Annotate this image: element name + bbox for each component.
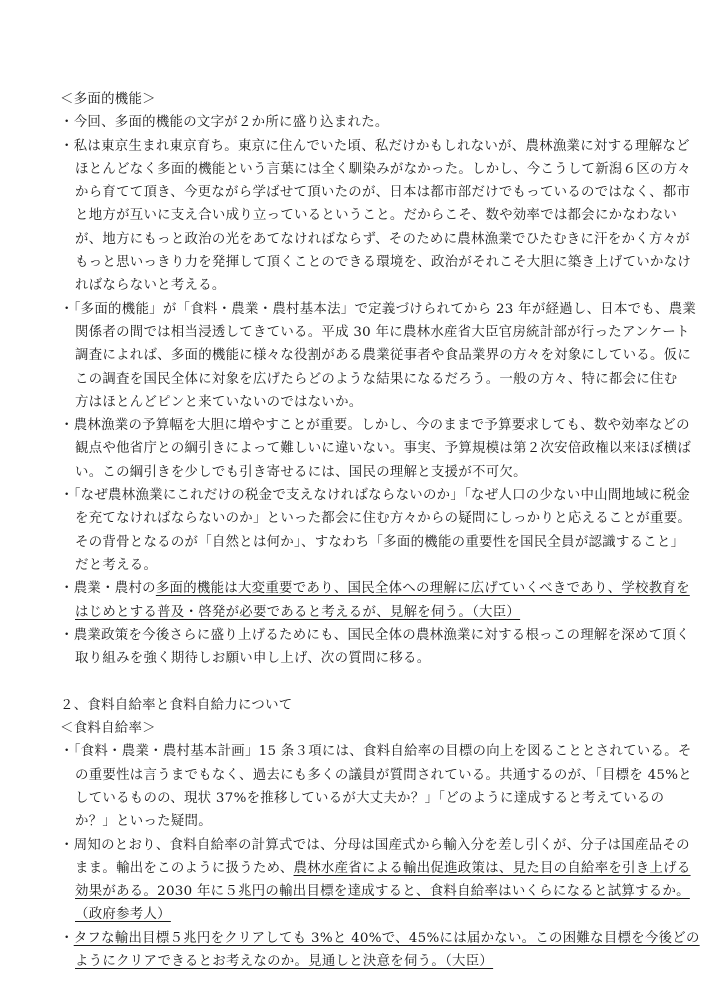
plain-text: まま。輸出をこのように扱うため、 (75, 860, 294, 876)
section-heading-food-self-sufficiency: ２、食料自給率と食料自給力について (60, 697, 293, 713)
plain-text: ・農業・農村の (60, 581, 156, 597)
paragraph-line: 関係者の間では相当浸透してきている。平成 30 年に農林水産省大臣官房統計部が行ったアンケート (75, 324, 690, 340)
paragraph-line: ほとんどなく多面的機能という言葉には全く馴染みがなかった。しかし、今こうして新潟６区の方々 (75, 161, 692, 177)
paragraph-line: しているものの、現状 37%を推移しているが大丈夫か？」「どのように達成すると考えているの (75, 790, 665, 806)
underlined-question-text: 農林水産省による輸出促進政策は、見た目の自給率を引き上げる (293, 860, 691, 876)
question-line (60, 857, 691, 880)
question-line (60, 601, 660, 624)
question-line (60, 577, 690, 600)
paragraph-line: 取り組みを強く期待しお願い申し上げ、次の質問に移る。 (75, 651, 431, 667)
paragraph-line: が、地方にもっと政治の光をあてなければならず、そのために農林漁業でひたむきに汗をかく方々が (75, 231, 691, 247)
blank-line (60, 670, 660, 693)
paragraph-line: 方はほとんどピンと来ていないのではないか。 (75, 394, 363, 410)
paragraph-line: だと考える。 (75, 557, 158, 573)
underlined-question-text: （政府参考人） (75, 907, 171, 923)
paragraph-line: 調査によれば、多面的機能に様々な役割がある農業従事者や食品業界の方々を対象にしている。仮に (75, 348, 692, 364)
question-line (60, 903, 660, 926)
paragraph-line: その背骨となるのが「自然とは何か」、すなわち「多面的機能の重要性を国民全員が認識すること」 (75, 534, 685, 550)
paragraph-line: か？」といった疑問。 (75, 814, 212, 830)
paragraph-line: この調査を国民全体に対象を広げたらどのような結果になるだろう。一般の方々、特に都会に住む (75, 371, 678, 387)
bullet-line: ・「なぜ農林漁業にこれだけの税金で支えなければならないのか」「なぜ人口の少ない中山間地域に税金 (60, 488, 691, 504)
question-line (60, 927, 700, 950)
subsection-heading-self-sufficiency-rate: ＜食料自給率＞ (60, 721, 156, 737)
underlined-question-text: タフな輸出目標５兆円をクリアしても 3%と 40%で、45%には届かない。この困難な目標を今後どの (73, 930, 700, 946)
bullet-line: ・「多面的機能」が「食料・農業・農村基本法」で定義づけられてから 23 年が経過し、日本でも、農業 (60, 301, 697, 317)
paragraph-line: の重要性は言うまでもなく、過去にも多くの議員が質問されている。共通するのが、「目標を 45%と (75, 767, 692, 783)
paragraph-line: 観点や他省庁との綱引きによって難しいに違いない。事実、予算規模は第２次安倍政権以来ほぼ横ば (75, 441, 692, 457)
bullet-line: ・周知のとおり、食料自給率の計算式では、分母は国産式から輸入分を差し引くが、分子は国産品その (60, 837, 690, 853)
underlined-question-text: はじめとする普及・啓発が必要であると考えるが、見解を伺う。（大臣） (75, 604, 521, 620)
paragraph-line: と地方が互いに支え合い成り立っているということ。だからこそ、数や効率では都会にかなわない (75, 208, 678, 224)
paragraph-line: ればならないと考える。 (75, 278, 226, 294)
paragraph-line: を充てなければならないのか」といった都会に住む方々からの疑問にしっかりと応えることが重要。 (75, 511, 692, 527)
bullet-line: ・今回、多面的機能の文字が２か所に盛り込まれた。 (60, 115, 389, 131)
underlined-question-text: 多面的機能は大変重要であり、国民全体への理解に広げていくべきであり、学校教育を (155, 581, 690, 597)
paragraph-line: い。この綱引きを少しでも引き寄せるには、国民の理解と支援が不可欠。 (75, 464, 527, 480)
bullet-line: ・私は東京生まれ東京育ち。東京に住んでいた頃、私だけかもしれないが、農林漁業に対する理解など (60, 138, 690, 154)
section-heading-multifunction: ＜多面的機能＞ (60, 92, 156, 107)
question-line (60, 950, 660, 973)
underlined-question-text: 効果がある。2030 年に５兆円の輸出目標を達成すると、食料自給率はいくらになると試算するか。 (75, 884, 690, 900)
paragraph-line: から育てて頂き、今更ながら学ばせて頂いたのが、日本は都市部だけでもっているのではなく、都市 (75, 185, 691, 201)
plain-text: ・ (60, 930, 74, 946)
paragraph-line: もっと思いっきり力を発揮して頂くことのできる環境を、政治がそれこそ大胆に築き上げていかなけ (75, 255, 692, 271)
bullet-line: ・農業政策を今後さらに盛り上げるためにも、国民全体の農林漁業に対する根っこの理解を深めて頂く (60, 627, 690, 643)
bullet-line: ・農林漁業の予算幅を大胆に増やすことが重要。しかし、今のままで予算要求しても、数や効率などの (60, 418, 690, 434)
bullet-line: ・「食料・農業・農村基本計画」15 条３項には、食料自給率の目標の向上を図ることとされている。そ (60, 744, 692, 760)
document-page (60, 88, 700, 973)
underlined-question-text: ようにクリアできるとお考えなのか。見通しと決意を伺う。（大臣） (75, 953, 494, 969)
question-line (60, 880, 690, 903)
